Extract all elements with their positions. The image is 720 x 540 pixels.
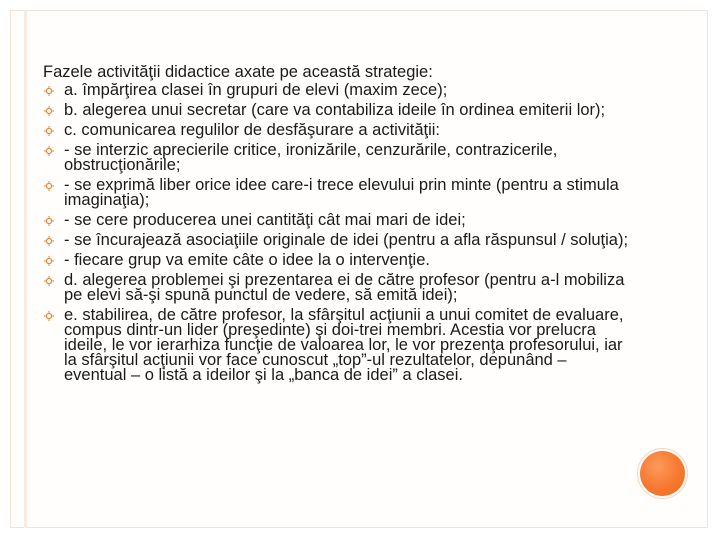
list-item	[43, 213, 633, 228]
sun-ornament-icon	[44, 126, 54, 136]
list-item	[43, 233, 633, 248]
list-item	[43, 273, 633, 303]
list-item	[43, 308, 633, 383]
list-item-text: - se încurajează asociaţiile originale de idei (pentru a afla răspunsul / soluţia);	[64, 231, 629, 249]
list-item-text: e. stabilirea, de către profesor, la sfârşitul acţiunii a unui comitet de evaluare, compus dintr-un lider (preşedinte) şi doi-trei membri. Acestia vor prelucra ideile, le vor ierarhiza funcţie de valoarea lor, le vor prezenţa profesorului, iar la sfârşitul acţiunii vor face cunoscut „top”-ul rezultatelor, depunând – eventual – o listă a ideilor şi la „banca de idei” a clasei.	[64, 306, 624, 384]
list-item	[43, 253, 633, 268]
bullet-list	[43, 83, 633, 383]
sun-ornament-icon	[44, 311, 54, 321]
left-decorative-rule	[24, 10, 27, 528]
list-item-text: - fiecare grup va emite câte o idee la o intervenţie.	[64, 251, 430, 269]
list-item-text: - se interzic aprecierile critice, ironizările, cenzurările, contrazicerile, obstrucţionările;	[64, 141, 558, 174]
list-item-text: - se cere producerea unei cantităţi cât mai mari de idei;	[64, 211, 466, 229]
list-item-text: a. împărţirea clasei în grupuri de elevi (maxim zece);	[64, 81, 448, 99]
list-item	[43, 123, 633, 138]
sun-ornament-icon	[44, 86, 54, 96]
list-item	[43, 178, 633, 208]
sun-ornament-icon	[44, 236, 54, 246]
slide-content	[43, 65, 633, 388]
list-item	[43, 83, 633, 98]
sun-ornament-icon	[44, 146, 54, 156]
intro-heading: Fazele activităţii didactice axate pe această strategie:	[43, 63, 433, 81]
list-item-text: c. comunicarea regulilor de desfăşurare a activităţii:	[64, 121, 441, 139]
list-item	[43, 143, 633, 173]
sun-ornament-icon	[44, 256, 54, 266]
sun-ornament-icon	[44, 181, 54, 191]
sun-ornament-icon	[44, 216, 54, 226]
list-item	[43, 103, 633, 118]
orange-circle-ornament	[640, 451, 685, 496]
sun-ornament-icon	[44, 276, 54, 286]
list-item-text: - se exprimă liber orice idee care-i trece elevului prin minte (pentru a stimula imaginaţia);	[64, 176, 619, 209]
list-item-text: b. alegerea unui secretar (care va contabiliza ideile în ordinea emiterii lor);	[64, 101, 606, 119]
list-item-text: d. alegerea problemei şi prezentarea ei de către profesor (pentru a-l mobiliza pe elevi să-şi spună punctul de vedere, să emită idei);	[64, 271, 625, 304]
sun-ornament-icon	[44, 106, 54, 116]
